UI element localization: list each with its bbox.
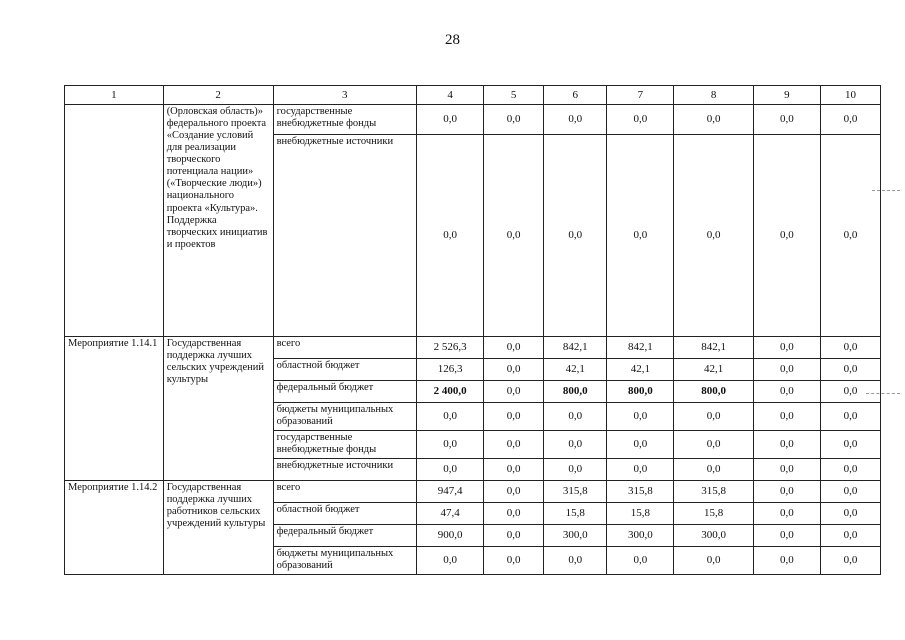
value-cell: 126,3: [417, 359, 484, 381]
measure-name-cell: Государственная поддержка лучших сельских учреждений культуры: [163, 337, 273, 481]
value-cell: 0,0: [544, 459, 607, 481]
value-cell: 0,0: [484, 503, 544, 525]
value-cell: 0,0: [820, 459, 880, 481]
funding-source-label: областной бюджет: [273, 359, 416, 381]
value-cell: 0,0: [544, 431, 607, 459]
value-cell: 315,8: [544, 481, 607, 503]
value-cell: 0,0: [484, 547, 544, 575]
value-cell: 0,0: [484, 135, 544, 337]
value-cell: 0,0: [484, 481, 544, 503]
value-cell: 0,0: [607, 459, 674, 481]
value-cell: 0,0: [674, 547, 753, 575]
value-cell: 0,0: [417, 135, 484, 337]
column-number: 7: [607, 86, 674, 105]
funding-source-label: бюджеты муниципальных образований: [273, 547, 416, 575]
funding-source-label: федеральный бюджет: [273, 381, 416, 403]
value-cell: 0,0: [607, 105, 674, 135]
value-cell: 15,8: [607, 503, 674, 525]
value-cell: 0,0: [607, 547, 674, 575]
value-cell: 0,0: [753, 547, 820, 575]
funding-source-label: внебюджетные источники: [273, 459, 416, 481]
value-cell: 0,0: [820, 359, 880, 381]
column-number: 5: [484, 86, 544, 105]
value-cell: 0,0: [674, 105, 753, 135]
funding-source-label: государственные внебюджетные фонды: [273, 431, 416, 459]
value-cell: 0,0: [674, 135, 753, 337]
value-cell: 315,8: [674, 481, 753, 503]
column-number: 9: [753, 86, 820, 105]
table-row: [65, 105, 881, 135]
value-cell: 0,0: [484, 431, 544, 459]
measure-name-cell: (Орловская область)» федерального проекта «Создание условий для реализации творческого потенциала нации» («Творческие люди») национального проекта «Культура». Поддержка творческих инициатив и проектов: [163, 105, 273, 337]
scan-mark: [872, 190, 900, 192]
value-cell: 0,0: [674, 459, 753, 481]
value-cell: 0,0: [820, 105, 880, 135]
value-cell: 0,0: [484, 105, 544, 135]
value-cell: 900,0: [417, 525, 484, 547]
column-number: 2: [163, 86, 273, 105]
value-cell: 0,0: [753, 337, 820, 359]
value-cell: 0,0: [753, 381, 820, 403]
value-cell: 0,0: [820, 337, 880, 359]
value-cell: 0,0: [753, 135, 820, 337]
column-number: 1: [65, 86, 164, 105]
table-row: [65, 481, 881, 503]
column-number: 3: [273, 86, 416, 105]
value-cell: 0,0: [607, 135, 674, 337]
value-cell: 15,8: [674, 503, 753, 525]
value-cell: 842,1: [607, 337, 674, 359]
value-cell: 300,0: [544, 525, 607, 547]
value-cell: 0,0: [607, 403, 674, 431]
column-number: 8: [674, 86, 753, 105]
value-cell: 0,0: [820, 381, 880, 403]
value-cell: 0,0: [417, 403, 484, 431]
value-cell: 0,0: [753, 525, 820, 547]
value-cell: 0,0: [607, 431, 674, 459]
funding-source-label: областной бюджет: [273, 503, 416, 525]
funding-source-label: всего: [273, 481, 416, 503]
value-cell: 15,8: [544, 503, 607, 525]
value-cell: 0,0: [484, 459, 544, 481]
value-cell: 0,0: [674, 403, 753, 431]
funding-source-label: федеральный бюджет: [273, 525, 416, 547]
value-cell: 42,1: [544, 359, 607, 381]
measure-id-cell: Мероприятие 1.14.1: [65, 337, 164, 481]
value-cell: 0,0: [417, 547, 484, 575]
measure-id-cell: Мероприятие 1.14.2: [65, 481, 164, 575]
scan-mark: [866, 393, 900, 395]
value-cell: 0,0: [484, 381, 544, 403]
value-cell: 2 400,0: [417, 381, 484, 403]
value-cell: 0,0: [820, 525, 880, 547]
value-cell: 0,0: [484, 403, 544, 431]
value-cell: 0,0: [417, 105, 484, 135]
value-cell: 2 526,3: [417, 337, 484, 359]
funding-source-label: внебюджетные источники: [273, 135, 416, 337]
value-cell: 0,0: [484, 359, 544, 381]
value-cell: 47,4: [417, 503, 484, 525]
value-cell: 0,0: [753, 431, 820, 459]
value-cell: 0,0: [674, 431, 753, 459]
column-number: 6: [544, 86, 607, 105]
value-cell: 0,0: [544, 105, 607, 135]
value-cell: 0,0: [753, 403, 820, 431]
budget-table: [64, 85, 881, 575]
value-cell: 0,0: [820, 481, 880, 503]
measure-name-cell: Государственная поддержка лучших работников сельских учреждений культуры: [163, 481, 273, 575]
value-cell: 0,0: [484, 337, 544, 359]
value-cell: 0,0: [753, 459, 820, 481]
value-cell: 42,1: [674, 359, 753, 381]
funding-source-label: всего: [273, 337, 416, 359]
value-cell: 300,0: [607, 525, 674, 547]
value-cell: 0,0: [820, 547, 880, 575]
value-cell: 0,0: [820, 403, 880, 431]
value-cell: 0,0: [484, 525, 544, 547]
value-cell: 0,0: [820, 503, 880, 525]
value-cell: 0,0: [753, 481, 820, 503]
table-row: [65, 337, 881, 359]
value-cell: 0,0: [820, 135, 880, 337]
column-number-row: [65, 86, 881, 105]
value-cell: 0,0: [544, 403, 607, 431]
value-cell: 0,0: [753, 105, 820, 135]
value-cell: 0,0: [820, 431, 880, 459]
value-cell: 0,0: [417, 459, 484, 481]
value-cell: 947,4: [417, 481, 484, 503]
value-cell: 0,0: [753, 503, 820, 525]
page-number: 28: [445, 32, 460, 48]
value-cell: 0,0: [753, 359, 820, 381]
value-cell: 800,0: [607, 381, 674, 403]
value-cell: 315,8: [607, 481, 674, 503]
value-cell: 300,0: [674, 525, 753, 547]
funding-source-label: государственные внебюджетные фонды: [273, 105, 416, 135]
value-cell: 42,1: [607, 359, 674, 381]
funding-source-label: бюджеты муниципальных образований: [273, 403, 416, 431]
measure-id-cell: [65, 105, 164, 337]
value-cell: 0,0: [544, 547, 607, 575]
value-cell: 0,0: [544, 135, 607, 337]
value-cell: 800,0: [544, 381, 607, 403]
value-cell: 800,0: [674, 381, 753, 403]
column-number: 4: [417, 86, 484, 105]
value-cell: 842,1: [674, 337, 753, 359]
column-number: 10: [820, 86, 880, 105]
value-cell: 0,0: [417, 431, 484, 459]
value-cell: 842,1: [544, 337, 607, 359]
